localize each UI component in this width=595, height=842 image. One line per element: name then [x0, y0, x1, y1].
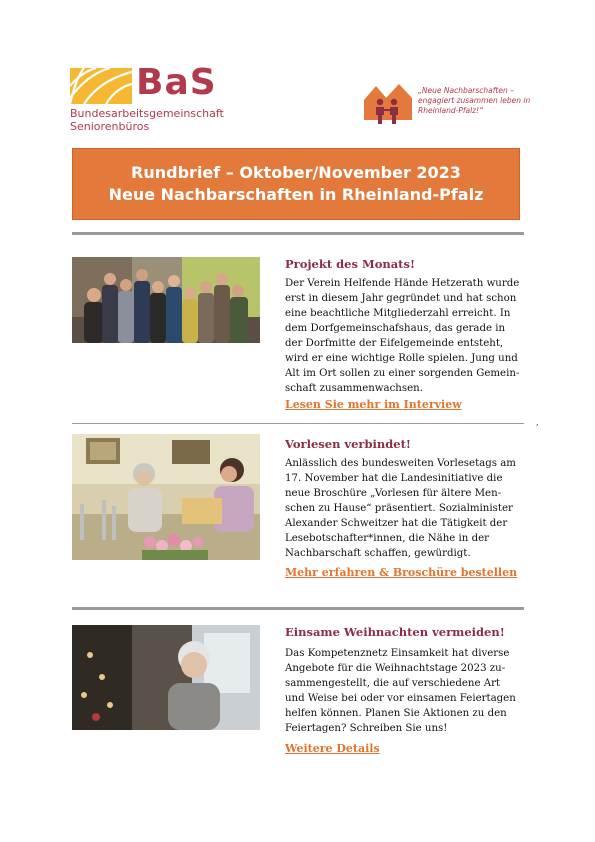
- article3-title: Einsame Weihnachten vermeiden!: [285, 625, 505, 639]
- section-divider: [72, 232, 524, 235]
- article1-line: Der Verein Helfende Hände Hetzerath wurde: [285, 278, 520, 289]
- article1-line: eine beachtliche Mitgliederzahl erreicht. In: [285, 308, 511, 319]
- article3-line: helfen können. Planen Sie Aktionen zu den: [285, 708, 507, 719]
- article1-photo-group: [72, 257, 260, 343]
- houses-people-icon: [362, 80, 414, 126]
- bas-logo: [70, 62, 230, 138]
- article1-link[interactable]: Lesen Sie mehr im Interview: [285, 398, 462, 411]
- article1-line: schaft zusammenwachsen.: [285, 383, 423, 394]
- article2-line: Nachbarschaft schaffen, gewürdigt.: [285, 548, 471, 559]
- article1-body: [285, 276, 525, 396]
- bas-subtitle-line2: Seniorenbüros: [70, 120, 150, 133]
- article2-title: Vorlesen verbindet!: [285, 437, 411, 451]
- bas-wordmark: BaS: [136, 62, 217, 103]
- neue-nachbarschaften-logo: [362, 80, 532, 130]
- article3-link[interactable]: Weitere Details: [285, 742, 380, 755]
- article3-line: Feiertagen? Schreiben Sie uns!: [285, 723, 448, 734]
- article1-line: der Dorfmitte der Eifelgemeinde entsteht,: [285, 338, 504, 349]
- article2-line: Anlässlich des bundesweiten Vorlesetags am: [285, 458, 516, 469]
- article3-body: [285, 646, 525, 736]
- bas-subtitle-line1: Bundesarbeitsgemeinschaft: [70, 107, 224, 120]
- article2-link[interactable]: Mehr erfahren & Broschüre bestellen: [285, 566, 518, 579]
- article3-line: und Weise bei oder vor einsamen Feiertagen: [285, 693, 516, 704]
- section-divider: [72, 607, 524, 610]
- section-divider: [72, 423, 524, 424]
- article2-line: neue Broschüre „Vorlesen für ältere Men-: [285, 488, 502, 499]
- article2-line: schen zu Hause“ präsentiert. Sozialminister: [285, 503, 513, 514]
- article1-line: wird er eine wichtige Rolle spielen. Jung und: [285, 353, 518, 364]
- article1-line: Alt im Ort sollen zu einer sorgenden Gemein-: [285, 368, 520, 379]
- article3-line: Das Kompetenznetz Einsamkeit hat diverse: [285, 648, 510, 659]
- article2-body: [285, 456, 525, 561]
- banner-title-line2: Neue Nachbarschaften in Rheinland-Pfalz: [108, 185, 484, 204]
- article1-line: erst in diesem Jahr gegründet und hat schon: [285, 293, 517, 304]
- stray-mark: ,: [536, 418, 539, 427]
- article2-photo-reading: [72, 434, 260, 560]
- article3-line: sammengestellt, die auf verschiedene Art: [285, 678, 501, 689]
- article1-title: Projekt des Monats!: [285, 257, 416, 271]
- article1-line: dem Dorfgemeinschafshaus, das gerade in: [285, 323, 506, 334]
- article3-line: Angebote für die Weihnachtstage 2023 zu-: [285, 663, 506, 674]
- article2-line: Lesebotschafter*innen, die Nähe in der: [285, 533, 490, 544]
- title-banner: [72, 148, 520, 220]
- bas-sun-icon: [70, 68, 132, 104]
- article2-line: Alexander Schweitzer hat die Tätigkeit der: [285, 518, 508, 529]
- neue-nachbarschaften-tagline: „Neue Nachbarschaften – engagiert zusammen leben in Rheinland-Pfalz!“: [418, 86, 531, 115]
- article3-photo-elderly-woman: [72, 625, 260, 730]
- banner-title-line1: Rundbrief – Oktober/November 2023: [131, 163, 461, 182]
- article2-line: 17. November hat die Landesinitiative die: [285, 473, 503, 484]
